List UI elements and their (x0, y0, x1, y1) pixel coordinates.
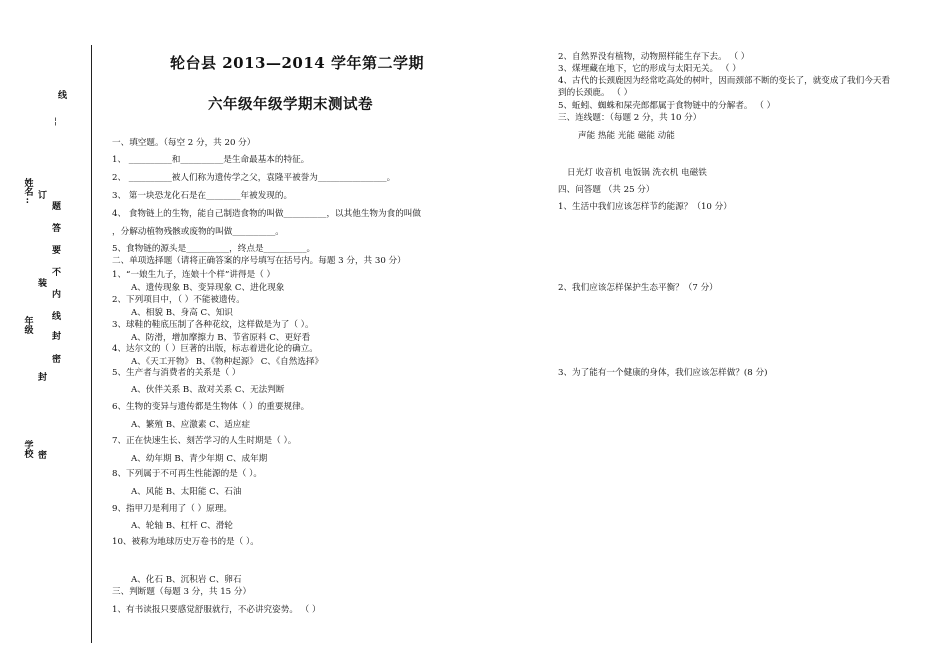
seal-char-mi2: 密 (38, 451, 48, 461)
qa-question-3: 3、为了能有一个健康的身体，我们应该怎样做？(8 分) (558, 368, 768, 378)
qa-question-2: 2、我们应该怎样保护生态平衡？（7 分） (558, 283, 718, 293)
fill-question-2: 2、 __________被人们称为遗传学之父，袁隆平被誉为________________。 (112, 173, 396, 183)
seal-char-feng: 封 (52, 332, 62, 342)
seal-char-feng2: 封 (38, 373, 48, 383)
seal-char-nei: 内 (52, 290, 62, 300)
choice-question-10: 10、被称为地球历史万卷书的是（ ）。 (112, 537, 259, 547)
match-appliance-row: 日光灯 收音机 电饭锅 洗衣机 电磁铁 (567, 168, 707, 178)
choice-question-7: 7、正在快速生长、刻苦学习的人生时期是（ ）。 (112, 436, 297, 446)
match-energy-row: 声能 热能 光能 磁能 动能 (578, 131, 675, 141)
choice-question-6: 6、生物的变异与遗传都是生物体（ ）的重要规律。 (112, 402, 310, 412)
judge-question-2: 2、自然界没有植物，动物照样能生存下去。 （ ） (558, 52, 750, 62)
seal-char-da: 答 (52, 224, 62, 234)
seal-char-yao: 要 (52, 246, 62, 256)
choice-options-2: A、相貌 B、身高 C、知识 (131, 308, 233, 318)
seal-char-xian: 线 (58, 91, 68, 101)
judge-question-5: 5、蚯蚓、蜘蛛和屎壳郎都属于食物链中的分解者。 （ ） (558, 101, 776, 111)
choice-question-9: 9、指甲刀是利用了（ ）原理。 (112, 504, 232, 514)
binding-line (91, 45, 92, 643)
judge-question-4-cont: 到的长颈鹿。 （ ） (558, 88, 633, 98)
judge-question-1: 1、有书读报只要感觉舒服就行，不必讲究姿势。 （ ） (112, 605, 321, 615)
school-label: 学校 (22, 440, 33, 458)
section-qa-heading: 四、问答题 （共 25 分） (558, 185, 655, 195)
exam-title: 轮台县 2013—2014 学年第二学期 (170, 54, 424, 72)
choice-options-6: A、繁殖 B、应激素 C、适应症 (131, 420, 251, 430)
choice-question-1: 1、“一娘生九子，连娘十个样”讲得是（ ） (112, 270, 276, 280)
choice-options-5: A、伙伴关系 B、敌对关系 C、无法判断 (131, 385, 285, 395)
seal-char-ti: 题 (52, 202, 62, 212)
fill-question-4: 4、 食物链上的生物，能自己制造食物的叫做__________，以其他生物为食的叫做 (112, 209, 421, 219)
section-judge-heading: 三、判断题（每题 3 分，共 15 分） (112, 587, 252, 597)
exam-subtitle: 六年级年级学期末测试卷 (208, 96, 373, 113)
choice-options-7: A、幼年期 B、青少年期 C、成年期 (131, 454, 268, 464)
fill-question-4-cont: ，分解动植物残骸或废物的叫做__________。 (112, 227, 284, 237)
section-fill-heading: 一、填空题。（每空 2 分，共 20 分） (112, 138, 256, 148)
grade-label: 年级 (22, 316, 33, 334)
choice-options-8: A、风能 B、太阳能 C、石油 (131, 487, 242, 497)
judge-question-4: 4、古代的长颈鹿因为经常吃高处的树叶，因而颈部不断的变长了，就变成了我们今天看 (558, 76, 891, 86)
choice-options-1: A、遗传现象 B、变异现象 C、进化现象 (131, 283, 285, 293)
choice-question-5: 5、生产者与消费者的关系是（ ） (112, 368, 241, 378)
choice-question-8: 8、下列属于不可再生性能源的是（ ）。 (112, 469, 262, 479)
choice-question-2: 2、下列项目中，（ ）不能被遗传。 (112, 295, 245, 305)
choice-options-4: A、《天工开物》 B、《物种起源》 C、《自然选择》 (131, 357, 324, 367)
name-label: 姓名: (22, 178, 33, 206)
seal-char-ding: 订 (38, 191, 48, 201)
choice-question-3: 3、球鞋的鞋底压制了各种花纹，这样做是为了（ ）。 (112, 320, 314, 330)
section-choice-heading: 二、单项选择题（请将正确答案的序号填写在括号内。每题 3 分，共 30 分） (112, 256, 406, 266)
seal-char-zhuang: 装 (38, 279, 48, 289)
section-match-heading: 三、连线题：（每题 2 分，共 10 分） (558, 113, 702, 123)
qa-question-1: 1、生活中我们应该怎样节约能源？（10 分） (558, 202, 732, 212)
choice-options-3: A、防滑，增加摩擦力 B、节省原料 C、更好看 (131, 333, 311, 343)
fill-question-1: 1、 __________和__________是生命最基本的特征。 (112, 155, 310, 165)
choice-options-10: A、化石 B、沉积岩 C、卵石 (131, 575, 242, 585)
judge-question-3: 3、煤埋藏在地下，它的形成与太阳无关。 （ ） (558, 64, 741, 74)
choice-question-4: 4、达尔文的（ ）巨著的出版，标志着进化论的确立。 (112, 344, 318, 354)
seal-char-bu: 不 (52, 268, 62, 278)
fill-question-3: 3、 第一块恐龙化石是在________年被发现的。 (112, 191, 293, 201)
choice-options-9: A、轮轴 B、杠杆 C、滑轮 (131, 521, 233, 531)
seal-char-mi: 密 (52, 355, 62, 365)
seal-dashes-1: ¦ (54, 117, 58, 127)
seal-char-xian2: 线 (52, 312, 62, 322)
fill-question-5: 5、食物链的源头是__________，终点是__________。 (112, 244, 316, 254)
